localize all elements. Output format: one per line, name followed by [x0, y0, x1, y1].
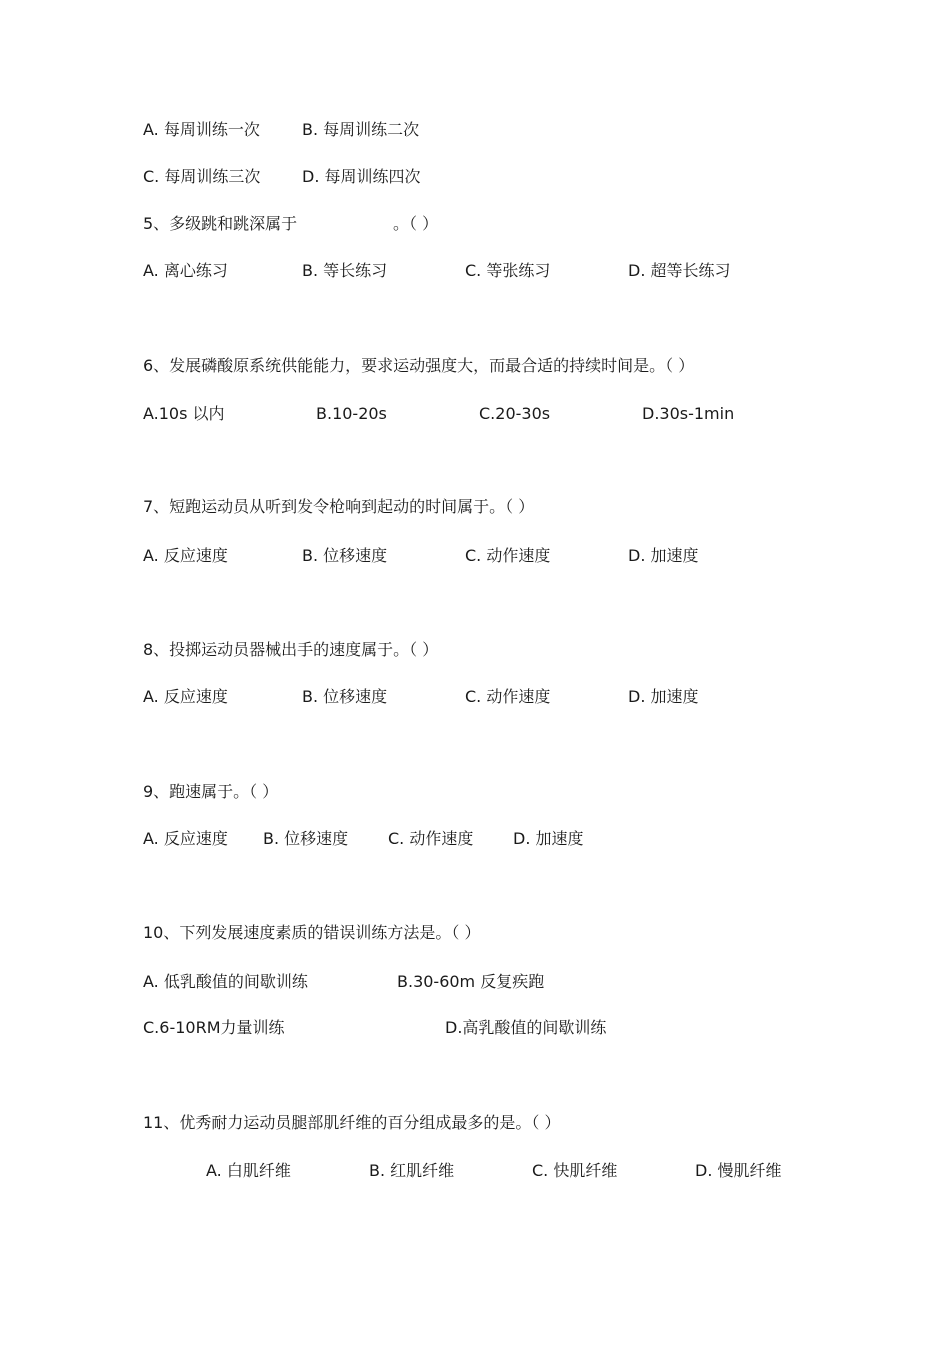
q9-stem: 9、跑速属于。（ ）: [143, 782, 279, 801]
q7-option-a: A. 反应速度: [143, 546, 228, 565]
q8-option-c: C. 动作速度: [465, 687, 551, 706]
q6-stem: 6、发展磷酸原系统供能能力，要求运动强度大，而最合适的持续时间是。（ ）: [143, 356, 695, 375]
q7-option-b: B. 位移速度: [302, 546, 388, 565]
q4-option-a: A. 每周训练一次: [143, 120, 260, 139]
q9-option-c: C. 动作速度: [388, 829, 474, 848]
q5-option-a: A. 离心练习: [143, 261, 228, 280]
q10-stem: 10、下列发展速度素质的错误训练方法是。（ ）: [143, 923, 481, 942]
q9-option-b: B. 位移速度: [263, 829, 349, 848]
q8-option-b: B. 位移速度: [302, 687, 388, 706]
q7-option-c: C. 动作速度: [465, 546, 551, 565]
q5-stem-tail: 。（ ）: [393, 214, 439, 233]
q10-option-b: B.30-60m 反复疾跑: [397, 972, 545, 991]
q9-option-d: D. 加速度: [513, 829, 584, 848]
q6-option-b: B.10-20s: [316, 404, 387, 423]
q5-option-b: B. 等长练习: [302, 261, 388, 280]
q11-option-d: D. 慢肌纤维: [695, 1161, 782, 1180]
q9-option-a: A. 反应速度: [143, 829, 228, 848]
q11-stem: 11、优秀耐力运动员腿部肌纤维的百分组成最多的是。（ ）: [143, 1113, 561, 1132]
q7-stem: 7、短跑运动员从听到发令枪响到起动的时间属于。（ ）: [143, 497, 535, 516]
q6-option-d: D.30s-1min: [642, 404, 735, 423]
q6-option-a: A.10s 以内: [143, 404, 225, 423]
q5-stem-text: 5、多级跳和跳深属于: [143, 214, 298, 233]
q5-option-c: C. 等张练习: [465, 261, 551, 280]
q10-option-d: D.高乳酸值的间歇训练: [445, 1018, 607, 1037]
q6-option-c: C.20-30s: [479, 404, 551, 423]
q4-option-b: B. 每周训练二次: [302, 120, 420, 139]
q4-option-c: C. 每周训练三次: [143, 167, 261, 186]
q8-option-d: D. 加速度: [628, 687, 699, 706]
q5-option-d: D. 超等长练习: [628, 261, 731, 280]
q8-stem: 8、投掷运动员器械出手的速度属于。（ ）: [143, 640, 439, 659]
q11-option-a: A. 白肌纤维: [206, 1161, 291, 1180]
q7-option-d: D. 加速度: [628, 546, 699, 565]
q11-option-b: B. 红肌纤维: [369, 1161, 455, 1180]
q11-option-c: C. 快肌纤维: [532, 1161, 618, 1180]
q10-option-c: C.6-10RM力量训练: [143, 1018, 285, 1037]
q4-option-d: D. 每周训练四次: [302, 167, 421, 186]
q8-option-a: A. 反应速度: [143, 687, 228, 706]
q10-option-a: A. 低乳酸值的间歇训练: [143, 972, 308, 991]
